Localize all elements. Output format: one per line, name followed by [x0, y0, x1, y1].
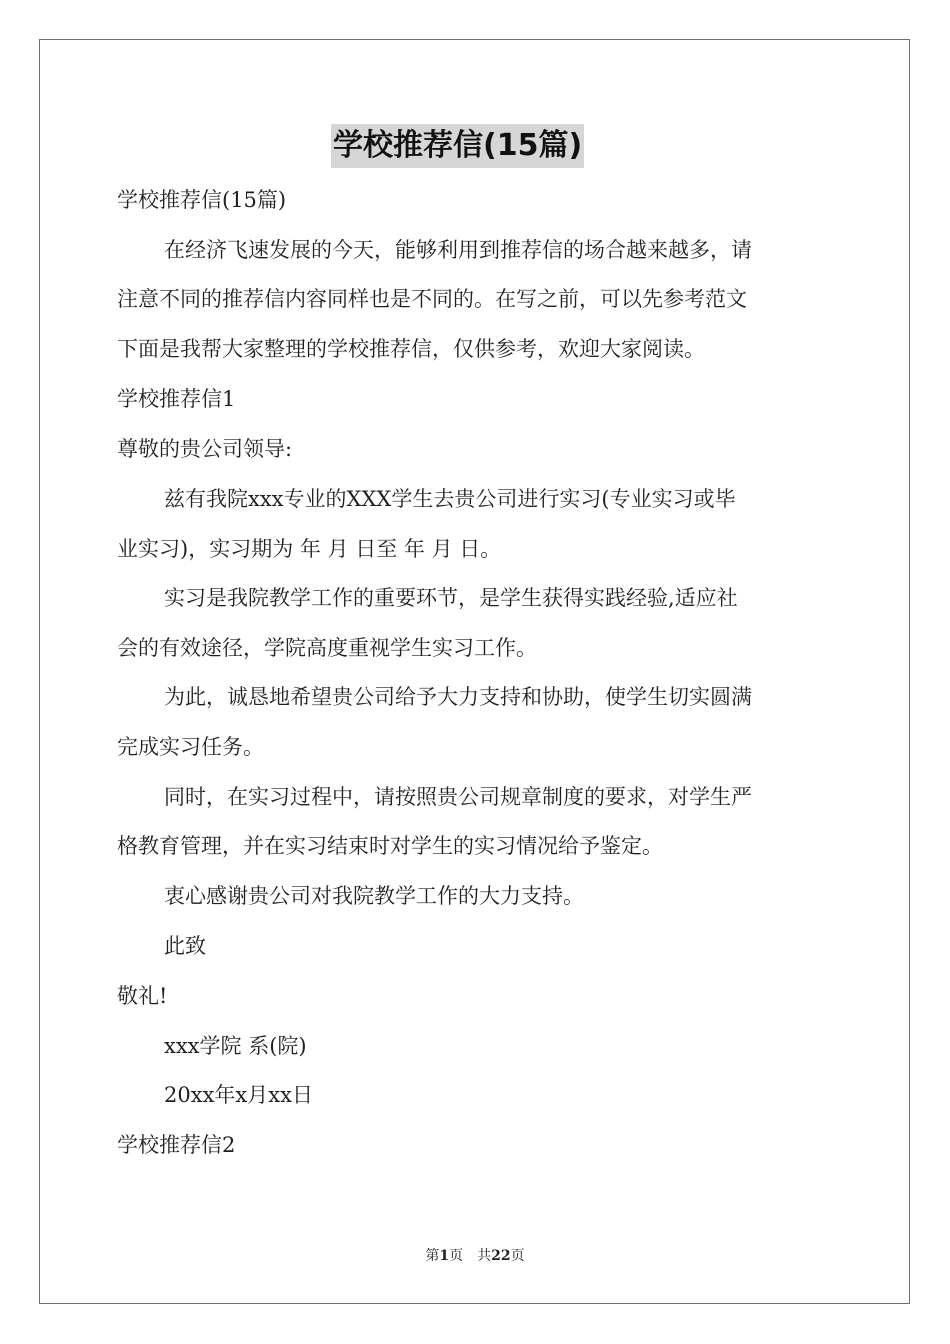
closing-line: 敬礼! [117, 984, 168, 1008]
page-current: 1 [439, 1248, 450, 1264]
intro-line-3: 下面是我帮大家整理的学校推荐信，仅供参考，欢迎大家阅读。 [117, 337, 705, 361]
page-footer [0, 1247, 950, 1265]
body-line: 完成实习任务。 [117, 735, 264, 759]
body-line: 格教育管理，并在实习结束时对学生的实习情况给予鉴定。 [117, 834, 663, 858]
page-prefix: 第 [425, 1248, 440, 1264]
signature-line: xxx学院 系(院) [164, 1034, 307, 1058]
document-title: 学校推荐信(15篇) [331, 124, 584, 168]
page-border [39, 39, 910, 1304]
total-suffix: 页 [510, 1248, 525, 1264]
body-line: 衷心感谢贵公司对我院教学工作的大力支持。 [164, 884, 584, 908]
body-line: 业实习)，实习期为 年 月 日至 年 月 日。 [117, 537, 502, 561]
body-line: 为此，诚恳地希望贵公司给予大力支持和协助，使学生切实圆满 [164, 685, 752, 709]
salutation: 尊敬的贵公司领导: [117, 437, 293, 461]
body-line: 同时，在实习过程中，请按照贵公司规章制度的要求，对学生严 [164, 785, 752, 809]
total-prefix: 共 [477, 1248, 492, 1264]
date-line: 20xx年x月xx日 [164, 1083, 313, 1107]
intro-line-2: 注意不同的推荐信内容同样也是不同的。在写之前，可以先参考范文 [117, 287, 747, 311]
closing-line: 此致 [164, 934, 206, 958]
body-line: 兹有我院xxx专业的XXX学生去贵公司进行实习(专业实习或毕 [164, 487, 736, 511]
page-total: 22 [491, 1248, 511, 1264]
page-suffix: 页 [449, 1248, 464, 1264]
subtitle-line: 学校推荐信(15篇) [117, 188, 287, 212]
body-line: 实习是我院教学工作的重要环节，是学生获得实践经验,适应社 [164, 586, 738, 610]
section-heading-1: 学校推荐信1 [117, 387, 236, 411]
section-heading-2: 学校推荐信2 [117, 1133, 236, 1157]
intro-line-1: 在经济飞速发展的今天，能够利用到推荐信的场合越来越多，请 [164, 238, 752, 262]
body-line: 会的有效途径，学院高度重视学生实习工作。 [117, 636, 537, 660]
